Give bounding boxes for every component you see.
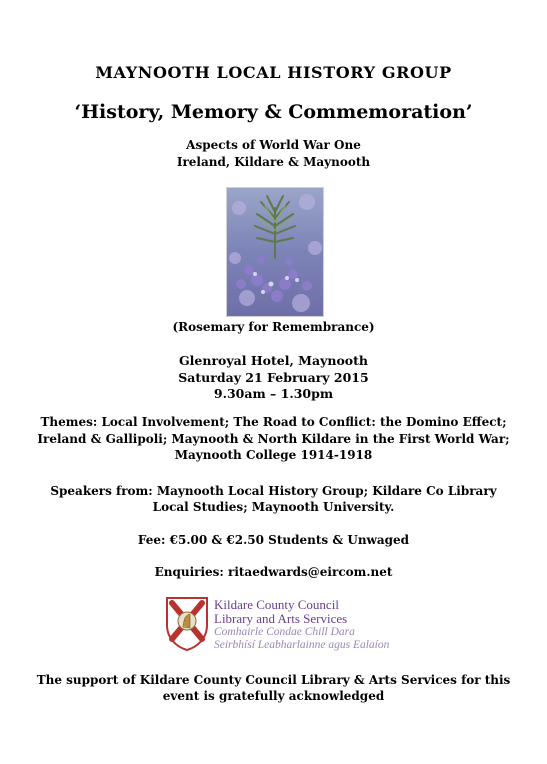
rosemary-photo xyxy=(226,187,324,317)
kildare-crest-icon xyxy=(163,595,211,652)
topic-line-2: Ireland, Kildare & Maynooth xyxy=(176,155,371,169)
logo-line-1: Kildare County Council xyxy=(214,597,339,612)
event-date: Saturday 21 February 2015 xyxy=(178,370,369,385)
event-venue: Glenroyal Hotel, Maynooth xyxy=(178,353,368,368)
poster-title: MAYNOOTH LOCAL HISTORY GROUP xyxy=(95,63,452,82)
logo-line-3: Comhairle Condae Chill Dara xyxy=(214,626,355,638)
image-caption: (Rosemary for Remembrance) xyxy=(172,320,375,334)
acknowledgement-line: The support of Kildare County Council Library & Arts Services for this xyxy=(36,673,511,687)
themes-line: Ireland & Gallipoli; Maynooth & North Kildare in the First World War; xyxy=(37,432,510,446)
enquiries-text: Enquiries: ritaedwards@eircom.net xyxy=(154,565,393,579)
logo-line-4: Seirbhísí Leabharlainne agus Ealaíon xyxy=(214,639,390,651)
logo-line-2: Library and Arts Services xyxy=(214,611,348,626)
speakers-line: Speakers from: Maynooth Local History Group; Kildare Co Library xyxy=(50,484,497,498)
library-logo-text xyxy=(214,598,389,652)
speakers-line: Local Studies; Maynooth University. xyxy=(152,500,395,514)
acknowledgement-line: event is gratefully acknowledged xyxy=(162,689,385,703)
fee-text: Fee: €5.00 & €2.50 Students & Unwaged xyxy=(137,533,410,547)
event-time: 9.30am – 1.30pm xyxy=(213,386,334,401)
themes-line: Themes: Local Involvement; The Road to Conflict: the Domino Effect; xyxy=(40,415,507,429)
poster-subtitle: ‘History, Memory & Commemoration’ xyxy=(74,101,473,123)
topic-line-1: Aspects of World War One xyxy=(186,138,361,152)
themes-line: Maynooth College 1914-1918 xyxy=(174,448,373,462)
